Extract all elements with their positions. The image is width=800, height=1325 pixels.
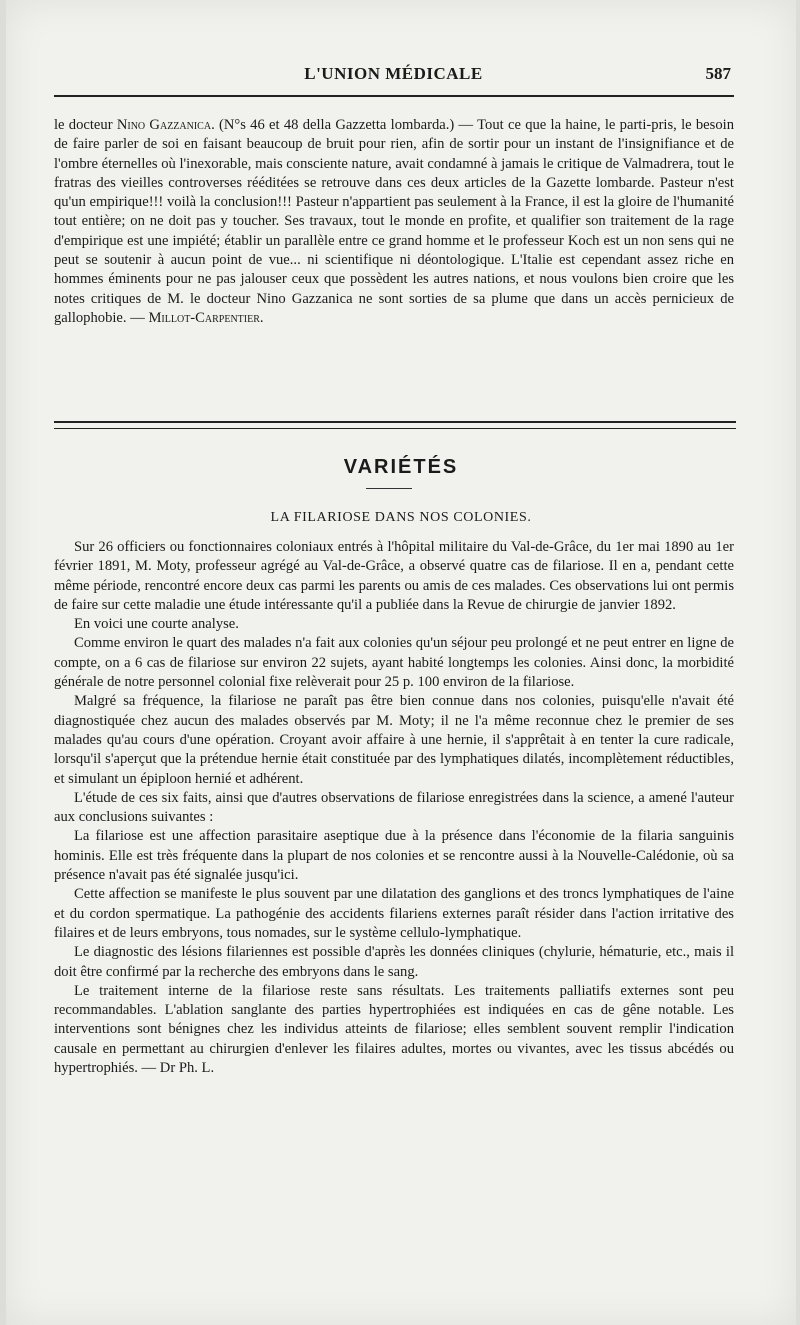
- author-name: Nino Gazzanica: [116, 117, 212, 133]
- paragraph: Malgré sa fréquence, la filariose ne paraît pas être bien connue dans nos colonies, puisqu'elle n'avait été diagnostiquée chez aucun des malades observés par M. Moty; il ne l'a même reconnue chez le premier de ses malades qu'au cours d'une opération. Croyant avoir affaire à une hernie, il s'apprêtait à en tenter la cure radicale, lorsqu'il s'aperçut que la prétendue hernie était constituée par des lymphatiques dilatés, incomplètement réductibles, et simulant un épiploon hernié et adhérent.: [54, 693, 734, 787]
- journal-page: [6, 0, 796, 1325]
- section-title: VARIÉTÉS: [343, 456, 459, 478]
- page-header: [56, 60, 731, 90]
- article-body: [54, 538, 734, 1078]
- paragraph: L'étude de ces six faits, ainsi que d'autres observations de filariose enregistrées dans la science, a amené l'auteur aux conclusions suivantes :: [54, 789, 734, 826]
- running-title: L'UNION MÉDICALE: [304, 64, 483, 83]
- paragraph: Sur 26 officiers ou fonctionnaires coloniaux entrés à l'hôpital militaire du Val-de-Grâce, du 1er mai 1890 au 1er février 1891, M. Moty, professeur agrégé au Val-de-Grâce, a observé quatre cas de filariose. Il en a, pendant cette même période, rencontré encore deux cas parmi les parents ou amis de ces malades. Ces observations lui ont permis de faire sur cette maladie une étude intéressante qu'il a publiée dans la Revue de chirurgie de janvier 1892.: [54, 539, 734, 613]
- paragraph: Cette affection se manifeste le plus souvent par une dilatation des ganglions et des troncs lymphatiques de l'aine et du cordon spermatique. La pathogénie des accidents filariens externes paraît résider dans l'action irritative des filaires et de leurs embryons, tous nomades, sur le système cellulo-lymphatique.: [54, 886, 734, 941]
- section-divider: [54, 421, 736, 429]
- signature: Millot-Carpentier.: [148, 309, 264, 326]
- paragraph: Le diagnostic des lésions filariennes est possible d'après les données cliniques (chylurie, hématurie, etc., mais il doit être confirmé par la recherche des embryons dans le sang.: [54, 944, 734, 980]
- paragraph: Le traitement interne de la filariose reste sans résultats. Les traitements palliatifs externes sont peu recommandables. L'ablation sanglante des parties hypertrophiées est indiquées en cas de gêne notable. Les interventions sont bénignes chez les individus atteints de filariose; elles semblent souvent remplir l'indication causale en permettant au chirurgien d'enlever les filaires adultes, mortes ou vivantes, avec les tissus abcédés ou hypertrophiés. — Dr Ph. L.: [54, 982, 734, 1077]
- paragraph: La filariose est une affection parasitaire aseptique due à la présence dans l'économie de la filaria sanguinis hominis. Elle est très fréquente dans la plupart de nos colonies et se rencontre aussi à la Nouvelle-Calédonie, où sa présence n'avait pas été signalée jusqu'ici.: [54, 828, 734, 884]
- paragraph: En voici une courte analyse.: [74, 616, 239, 633]
- paragraph: Comme environ le quart des malades n'a fait aux colonies qu'un séjour peu prolongé et ne peut entrer en ligne de compte, on a 6 cas de filariose sur environ 22 sujets, ayant habité longtemps les colonies. Ainsi donc, la morbidité générale de notre personnel colonial fixe relèverait pour 25 p. 100 environ de la filariose.: [54, 635, 734, 691]
- title-rule: [366, 488, 412, 489]
- header-rule: [54, 95, 734, 97]
- page-number: 587: [705, 64, 731, 83]
- article-title: LA FILARIOSE DANS NOS COLONIES.: [270, 510, 532, 525]
- paragraph: le docteur Nino Gazzanica. (N°s 46 et 48 della Gazzetta lombarda.) — Tout ce que la haine, le parti-pris, le besoin de faire parler de soi en faisant beaucoup de bruit pour rien, afin de sortir pour un instant de l'insignifiance et de l'ombre éternelles où l'inexorable, mais consciente nature, avait condamné à jamais le critique de Valmadrera, tout le fratras des vieilles controverses rééditées se retrouve dans ces deux articles de la Gazette lombarde. Pasteur n'est qu'un empirique!!! voilà la conclusion!!! Pasteur n'appartient pas seulement à la France, il est la gloire de l'humanité tout entière; on ne doit pas y toucher. Ses travaux, tout le monde en profite, et qualifier son traitement de la rage d'empirique est une impiété; établir un parallèle entre ce grand homme et le professeur Koch est un non sens qui ne peut se soutenir à aucun point de vue... ni scientifique ni déontologique. L'Italie est cependant assez riche en hommes éminents pour ne pas jalouser ceux que possèdent les autres nations, et nous voulons bien croire que les notes critiques de M. le docteur Nino Gazzanica ne sont sorties de sa plume que dans un accès pernicieux de gallophobie. — Millot-Carpentier.: [54, 117, 734, 326]
- review-continuation: [54, 116, 734, 328]
